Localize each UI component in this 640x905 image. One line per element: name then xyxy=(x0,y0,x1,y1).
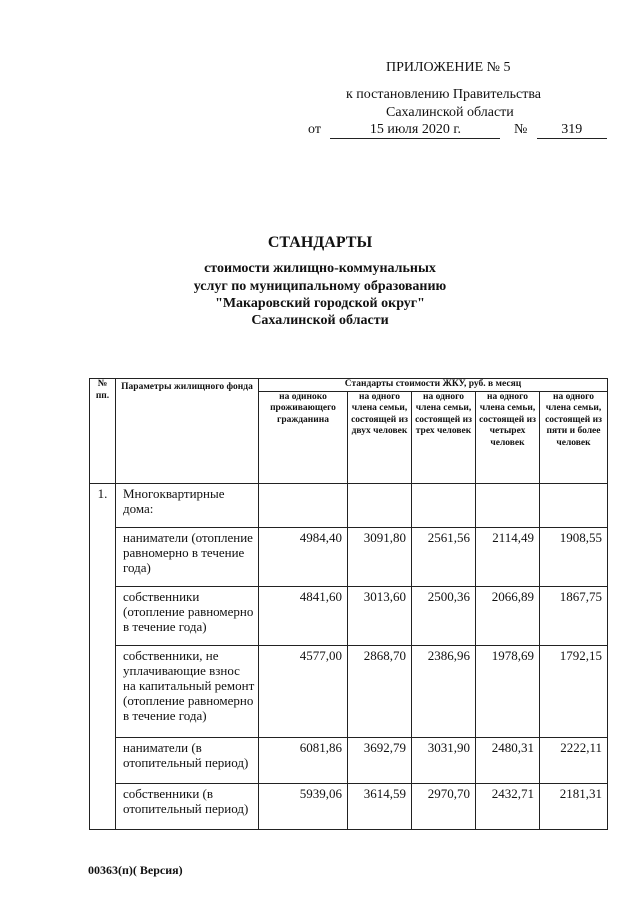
cell-value: 1978,69 xyxy=(476,645,540,737)
doc-subtitle-1: стоимости жилищно-коммунальных xyxy=(204,261,436,276)
document-code: 00363(п)( Версия) xyxy=(88,863,183,877)
from-label: от xyxy=(308,122,321,137)
cell-value: 2970,70 xyxy=(412,783,476,829)
cell-value: 1867,75 xyxy=(540,586,608,645)
doc-subtitle-3: "Макаровский городской округ" xyxy=(215,296,425,311)
row-label: наниматели (отопление равномерно в течение года) xyxy=(116,527,259,586)
decree-date: 15 июля 2020 г. xyxy=(330,122,500,139)
cell-value: 5939,06 xyxy=(259,783,348,829)
cell-value: 4577,00 xyxy=(259,645,348,737)
cell-value: 3031,90 xyxy=(412,737,476,783)
cell-value: 1792,15 xyxy=(540,645,608,737)
table-row xyxy=(90,586,608,645)
table-row xyxy=(90,527,608,586)
decree-line-2: Сахалинской области xyxy=(386,105,514,120)
row-label: собственники, не уплачивающие взнос на капитальный ремонт (отопление равномерно в течение года) xyxy=(116,645,259,737)
cell-value: 2868,70 xyxy=(348,645,412,737)
col-header-three: на одного члена семьи, состоящей из трех человек xyxy=(412,391,476,483)
cell-value: 4841,60 xyxy=(259,586,348,645)
doc-title: СТАНДАРТЫ xyxy=(267,234,373,251)
row-label: наниматели (в отопительный период) xyxy=(116,737,259,783)
cell-value: 3013,60 xyxy=(348,586,412,645)
row-label: собственники (в отопительный период) xyxy=(116,783,259,829)
cell-value: 3614,59 xyxy=(348,783,412,829)
cell-value: 2500,36 xyxy=(412,586,476,645)
col-header-group: Стандарты стоимости ЖКУ, руб. в месяц xyxy=(259,379,608,392)
table-row xyxy=(90,645,608,737)
decree-date-row xyxy=(308,122,607,139)
standards-table xyxy=(89,378,608,830)
section-number: 1. xyxy=(90,483,116,829)
table-section-row xyxy=(90,483,608,527)
cell-value: 6081,86 xyxy=(259,737,348,783)
cell-value: 2432,71 xyxy=(476,783,540,829)
cell-value: 3091,80 xyxy=(348,527,412,586)
cell-value: 2066,89 xyxy=(476,586,540,645)
cell-value: 3692,79 xyxy=(348,737,412,783)
cell-value: 2222,11 xyxy=(540,737,608,783)
section-label: Многоквартирные дома: xyxy=(116,483,259,527)
col-header-single: на одиноко проживающего гражданина xyxy=(259,391,348,483)
decree-number: 319 xyxy=(537,122,607,139)
cell-value: 2114,49 xyxy=(476,527,540,586)
col-header-number: № пп. xyxy=(90,379,116,484)
cell-value: 1908,55 xyxy=(540,527,608,586)
appendix-number: ПРИЛОЖЕНИЕ № 5 xyxy=(386,60,511,75)
table-row xyxy=(90,783,608,829)
col-header-params: Параметры жилищного фонда xyxy=(116,379,259,484)
cell-value: 2181,31 xyxy=(540,783,608,829)
number-label: № xyxy=(513,122,528,137)
col-header-two: на одного члена семьи, состоящей из двух человек xyxy=(348,391,412,483)
cell-value: 2480,31 xyxy=(476,737,540,783)
doc-subtitle-4: Сахалинской области xyxy=(251,313,389,328)
col-header-five: на одного члена семьи, состоящей из пяти и более человек xyxy=(540,391,608,483)
cell-value: 4984,40 xyxy=(259,527,348,586)
col-header-four: на одного члена семьи, состоящей из четырех человек xyxy=(476,391,540,483)
row-label: собственники (отопление равномерно в течение года) xyxy=(116,586,259,645)
cell-value: 2561,56 xyxy=(412,527,476,586)
decree-line-1: к постановлению Правительства xyxy=(346,87,542,102)
cell-value: 2386,96 xyxy=(412,645,476,737)
table-row xyxy=(90,737,608,783)
doc-subtitle-2: услуг по муниципальному образованию xyxy=(193,279,447,294)
